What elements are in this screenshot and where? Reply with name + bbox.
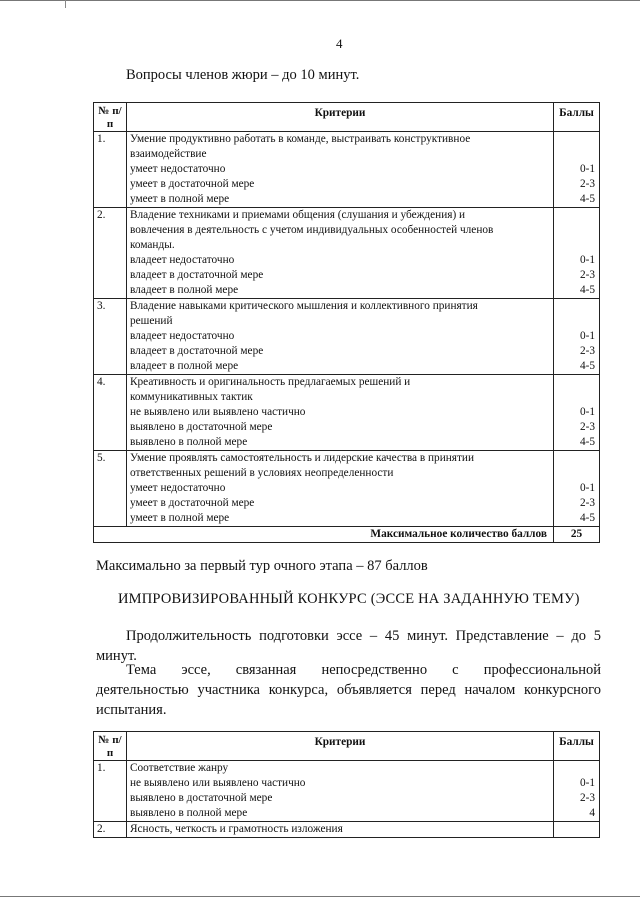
criterion-title-line: Владение техниками и приемами общения (слушания и убеждения) и	[130, 209, 466, 221]
points-value: 4	[589, 807, 595, 819]
topic-paragraph	[96, 660, 601, 720]
criterion-level: умеет в полной мере	[130, 512, 230, 524]
table-row	[94, 451, 600, 527]
criterion-cell	[127, 375, 554, 451]
points-value: 0-1	[579, 406, 595, 418]
points-value: 2-3	[579, 269, 595, 281]
page-crop-mark	[65, 0, 66, 8]
table-row	[94, 822, 600, 838]
points-cell	[554, 132, 600, 208]
criterion-title-line: решений	[130, 315, 173, 327]
points-value: 0-1	[579, 330, 595, 342]
criterion-level: владеет в достаточной мере	[130, 345, 264, 357]
criterion-level: выявлено в достаточной мере	[130, 421, 273, 433]
header-num: № п/п	[94, 732, 127, 761]
points-value: 4-5	[579, 360, 595, 372]
table-row	[94, 208, 600, 299]
page-bottom-edge	[0, 896, 640, 897]
table-header-row	[94, 103, 600, 132]
points-cell	[554, 299, 600, 375]
criterion-cell	[127, 208, 554, 299]
row-number: 1.	[94, 132, 127, 208]
points-cell	[554, 208, 600, 299]
criterion-level: не выявлено или выявлено частично	[130, 406, 306, 418]
duration-line-2: минут.	[96, 648, 137, 664]
row-number: 1.	[94, 761, 127, 822]
summary-text: Максимально за первый тур очного этапа – 87 баллов	[96, 558, 428, 574]
criterion-title-line: вовлечения в деятельность с учетом индивидуальных особенностей членов	[130, 224, 494, 236]
total-value: 25	[554, 527, 600, 543]
header-criteria: Критерии	[127, 103, 554, 132]
criterion-level: умеет недостаточно	[130, 482, 226, 494]
points-cell	[554, 822, 600, 838]
header-criteria: Критерии	[127, 732, 554, 761]
row-number: 5.	[94, 451, 127, 527]
criterion-title-line: Креативность и оригинальность предлагаемых решений и	[130, 376, 411, 388]
page-number: 4	[336, 36, 343, 51]
points-value: 2-3	[579, 497, 595, 509]
row-number: 3.	[94, 299, 127, 375]
row-number: 2.	[94, 822, 127, 838]
topic-line-3: испытания.	[96, 702, 167, 718]
total-row	[94, 527, 600, 543]
points-value: 4-5	[579, 512, 595, 524]
criterion-title-line: Владение навыками критического мышления и коллективного принятия	[130, 300, 478, 312]
header-points: Баллы	[554, 732, 600, 761]
criterion-level: выявлено в полной мере	[130, 807, 248, 819]
criterion-cell	[127, 451, 554, 527]
criterion-level: владеет недостаточно	[130, 254, 235, 266]
criterion-level: выявлено в полной мере	[130, 436, 248, 448]
points-value: 2-3	[579, 792, 595, 804]
criterion-cell	[127, 132, 554, 208]
criterion-title-line: команды.	[130, 239, 175, 251]
topic-line-2: деятельностью участника конкурса, объявляется перед началом конкурсного	[96, 682, 601, 698]
criterion-level: умеет в достаточной мере	[130, 497, 255, 509]
total-label: Максимальное количество баллов	[94, 527, 554, 543]
criterion-level: не выявлено или выявлено частично	[130, 777, 306, 789]
points-cell	[554, 375, 600, 451]
criterion-level: умеет недостаточно	[130, 163, 226, 175]
points-value: 4-5	[579, 284, 595, 296]
table-row	[94, 375, 600, 451]
topic-line-1: Тема эссе, связанная непосредственно с профессиональной	[126, 662, 601, 678]
points-value: 2-3	[579, 421, 595, 433]
points-value: 4-5	[579, 193, 595, 205]
section-heading: ИМПРОВИЗИРОВАННЫЙ КОНКУРС (ЭССЕ НА ЗАДАННУЮ ТЕМУ)	[118, 591, 580, 607]
criterion-title-line: коммуникативных тактик	[130, 391, 253, 403]
points-cell	[554, 761, 600, 822]
row-number: 2.	[94, 208, 127, 299]
points-value: 4-5	[579, 436, 595, 448]
duration-line-1: Продолжительность подготовки эссе – 45 минут. Представление – до 5	[126, 628, 601, 644]
criteria-table-1	[93, 102, 600, 543]
criterion-cell	[127, 299, 554, 375]
criterion-level: владеет в полной мере	[130, 284, 239, 296]
criterion-level: владеет в полной мере	[130, 360, 239, 372]
criterion-level: умеет в достаточной мере	[130, 178, 255, 190]
row-number: 4.	[94, 375, 127, 451]
criterion-level: владеет недостаточно	[130, 330, 235, 342]
points-value: 2-3	[579, 178, 595, 190]
points-value: 0-1	[579, 482, 595, 494]
page-top-edge	[0, 0, 640, 1]
criterion-title-line: Умение продуктивно работать в команде, выстраивать конструктивное	[130, 133, 471, 145]
criterion-level: выявлено в достаточной мере	[130, 792, 273, 804]
criterion-title-line: Умение проявлять самостоятельность и лидерские качества в принятии	[130, 452, 475, 464]
points-value: 2-3	[579, 345, 595, 357]
criterion-title-line: Ясность, четкость и грамотность изложения	[130, 823, 343, 835]
points-cell	[554, 451, 600, 527]
points-value: 0-1	[579, 254, 595, 266]
points-value: 0-1	[579, 163, 595, 175]
criterion-title-line: взаимодействие	[130, 148, 207, 160]
points-value: 0-1	[579, 777, 595, 789]
table-row	[94, 299, 600, 375]
criterion-level: владеет в достаточной мере	[130, 269, 264, 281]
criterion-title-line: Соответствие жанру	[130, 762, 229, 774]
table-header-row	[94, 732, 600, 761]
criteria-table-2	[93, 731, 600, 838]
jury-questions-text: Вопросы членов жюри – до 10 минут.	[126, 67, 360, 83]
criterion-cell	[127, 822, 554, 838]
criterion-title-line: ответственных решений в условиях неопределенности	[130, 467, 394, 479]
header-points: Баллы	[554, 103, 600, 132]
criterion-cell	[127, 761, 554, 822]
table-row	[94, 132, 600, 208]
table-row	[94, 761, 600, 822]
header-num: № п/п	[94, 103, 127, 132]
criterion-level: умеет в полной мере	[130, 193, 230, 205]
